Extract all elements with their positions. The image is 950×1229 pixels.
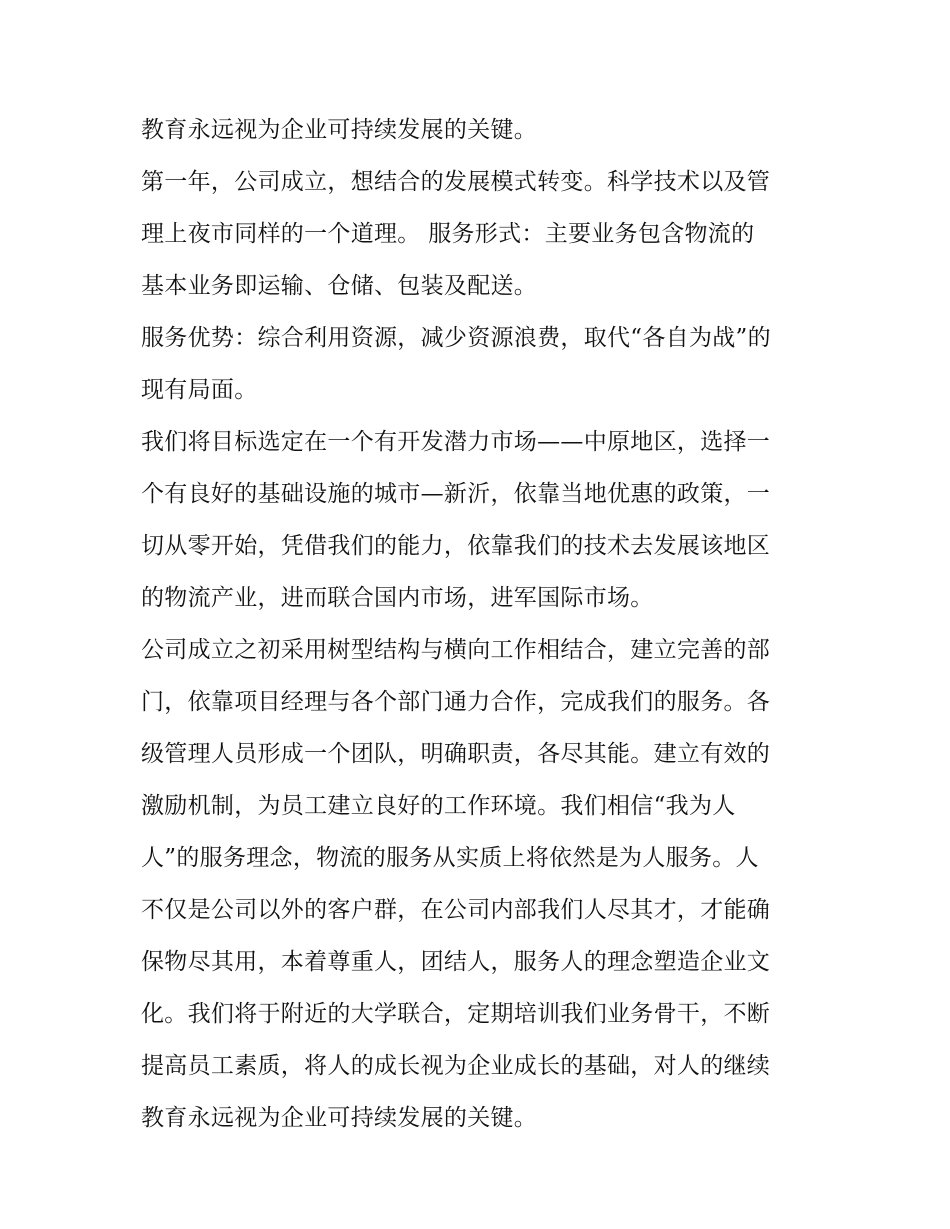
text-line: 提高员工素质，将人的成长视为企业成长的基础，对人的继续 <box>141 1053 771 1079</box>
text-line: 人”的服务理念，物流的服务从实质上将依然是为人服务。人 <box>141 845 759 871</box>
text-line: 切从零开始，凭借我们的能力，依靠我们的技术去发展该地区 <box>141 533 771 559</box>
text-line: 激励机制，为员工建立良好的工作环境。我们相信“我为人 <box>141 793 736 819</box>
text-line: 教育永远视为企业可持续发展的关键。 <box>141 1105 538 1131</box>
text-line: 个有良好的基础设施的城市—新沂，依靠当地优惠的政策，一 <box>141 481 771 507</box>
text-line: 第一年，公司成立，想结合的发展模式转变。科学技术以及管 <box>141 169 771 195</box>
text-line: 我们将目标选定在一个有开发潜力市场——中原地区，选择一 <box>141 429 771 455</box>
text-line: 公司成立之初采用树型结构与横向工作相结合，建立完善的部 <box>141 637 771 663</box>
text-line: 保物尽其用，本着尊重人，团结人，服务人的理念塑造企业文 <box>141 949 771 975</box>
text-line: 基本业务即运输、仓储、包装及配送。 <box>141 273 538 299</box>
text-line: 现有局面。 <box>141 377 258 403</box>
text-line: 级管理人员形成一个团队，明确职责，各尽其能。建立有效的 <box>141 741 771 767</box>
text-line: 的物流产业，进而联合国内市场，进军国际市场。 <box>141 585 654 611</box>
text-line: 服务优势：综合利用资源，减少资源浪费，取代“各自为战”的 <box>141 325 771 351</box>
text-line: 不仅是公司以外的客户群，在公司内部我们人尽其才，才能确 <box>141 897 771 923</box>
text-line: 化。我们将于附近的大学联合，定期培训我们业务骨干，不断 <box>141 1001 771 1027</box>
text-line: 教育永远视为企业可持续发展的关键。 <box>141 117 538 143</box>
text-line: 门，依靠项目经理与各个部门通力合作，完成我们的服务。各 <box>141 689 771 715</box>
document-body <box>141 112 821 1137</box>
text-line: 理上夜市同样的一个道理。 服务形式：主要业务包含物流的 <box>141 221 755 247</box>
